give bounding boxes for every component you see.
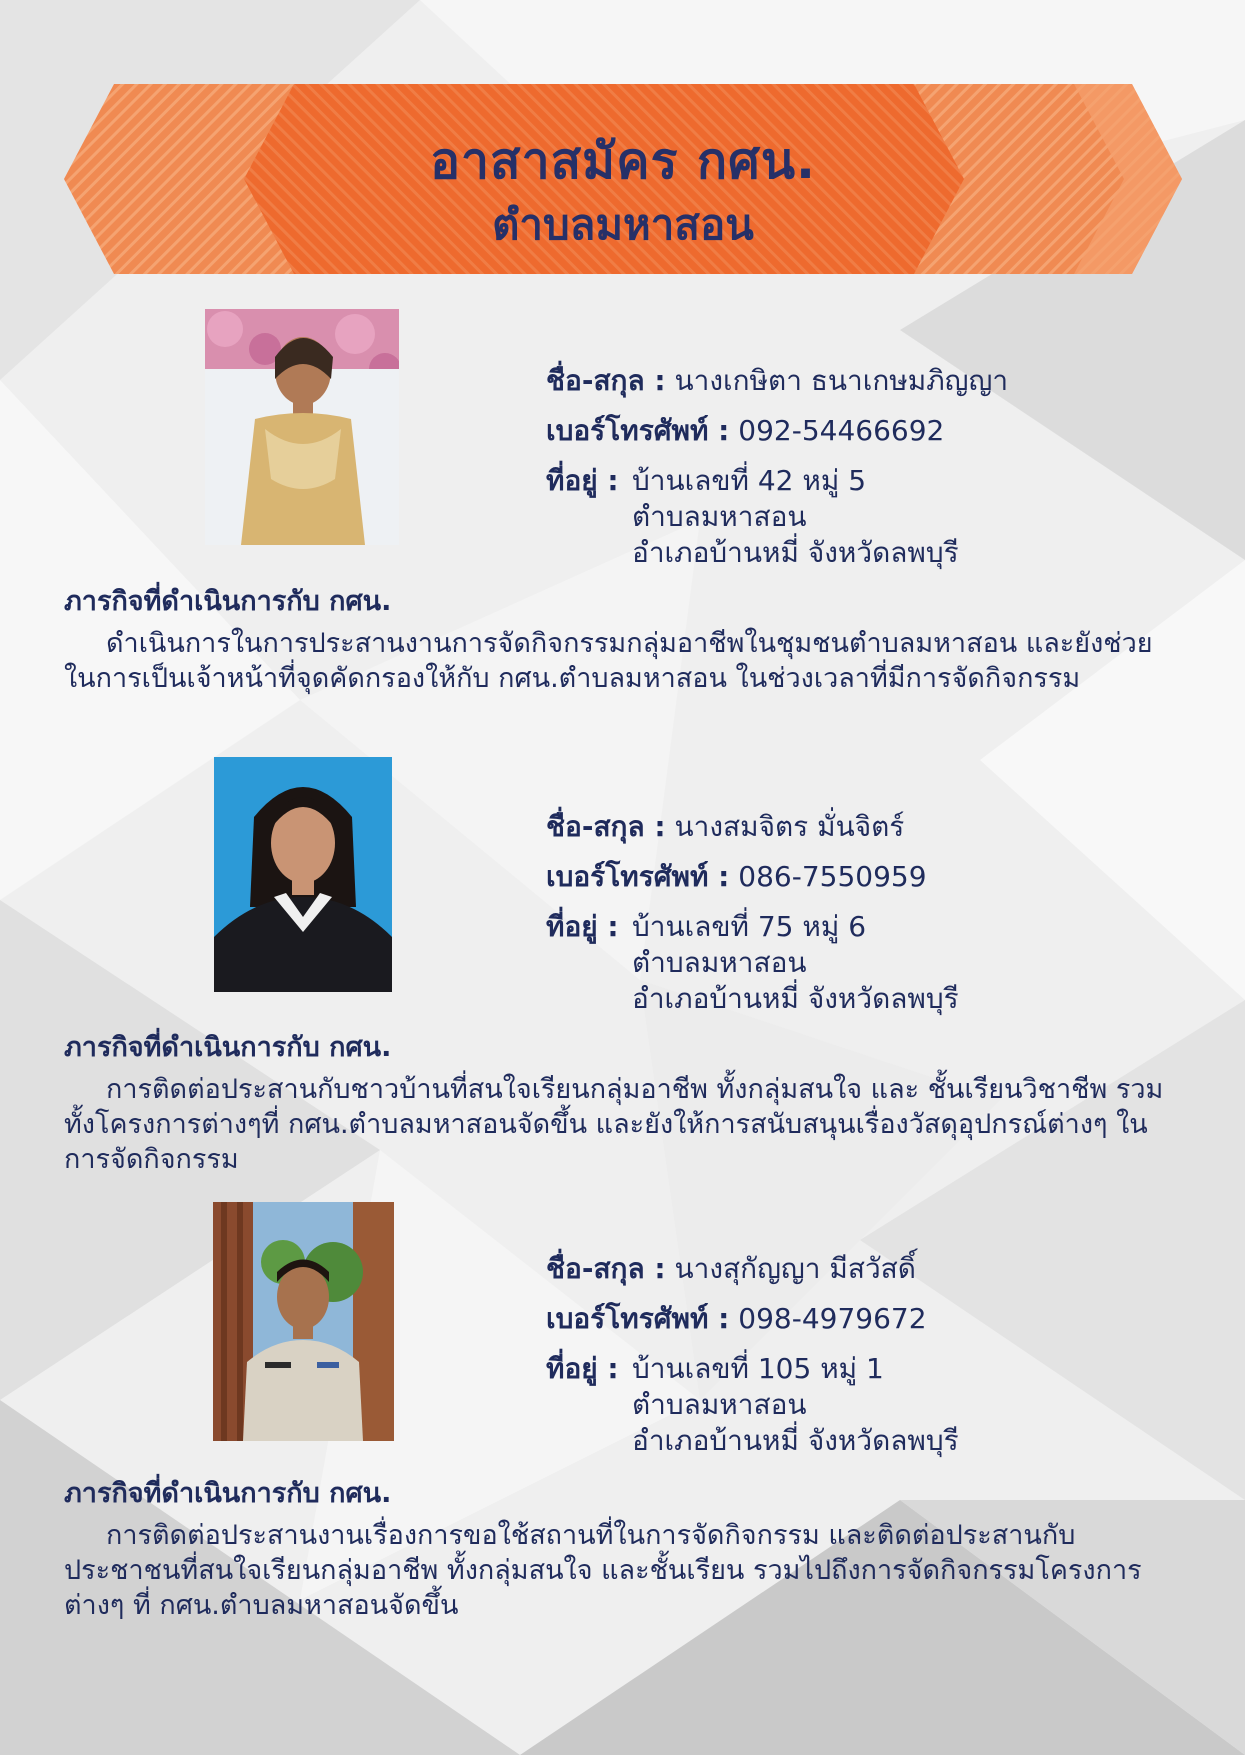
page-subtitle: ตำบลมหาสอน [492,200,754,249]
volunteer-3-mission-text: การติดต่อประสานงานเรื่องการขอใช้สถานที่ในการจัดกิจกรรม และติดต่อประสานกับประชาชนที่สนใจเรียนกลุ่มอาชีพ ทั้งกลุ่มสนใจ และชั้นเรียน รวมไปถึงการจัดกิจกรรมโครงการต่างๆ ที่ กศน.ตำบลมหาสอนจัดขึ้น [64,1520,1142,1621]
header-banner [64,84,1182,274]
volunteer-3-photo [213,1202,394,1441]
volunteer-1-phone-row [546,413,1008,463]
phone-label: เบอร์โทรศัพท์ : [546,1302,730,1335]
volunteer-2-info [546,809,959,1015]
phone-label: เบอร์โทรศัพท์ : [546,860,730,893]
mission-heading: ภารกิจที่ดำเนินการกับ กศน. [64,586,392,617]
volunteer-3-info [546,1251,959,1457]
volunteer-3-address-line-1: บ้านเลขที่ 105 หมู่ 1 [632,1352,884,1385]
name-label: ชื่อ-สกุล : [546,1252,666,1285]
volunteer-3-phone: 098-4979672 [738,1302,927,1335]
volunteer-3-address-line-3: อำเภอบ้านหมี่ จังหวัดลพบุรี [632,1424,959,1457]
volunteer-3-phone-row [546,1301,927,1351]
phone-label: เบอร์โทรศัพท์ : [546,414,730,447]
volunteer-1-address-line-2: ตำบลมหาสอน [632,500,807,533]
page-title: อาสาสมัคร กศน. [429,132,817,190]
volunteer-2-address-line-3: อำเภอบ้านหมี่ จังหวัดลพบุรี [632,982,959,1015]
name-label: ชื่อ-สกุล : [546,364,666,397]
volunteer-1-info [546,363,1009,569]
volunteer-2-name: นางสมจิตร มั่นจิตร์ [674,810,905,843]
volunteer-3-address-line-2: ตำบลมหาสอน [632,1388,807,1421]
volunteer-2-photo [214,757,392,992]
volunteer-1-mission [64,584,1184,696]
volunteer-1-photo [205,309,399,545]
name-label: ชื่อ-สกุล : [546,810,666,843]
volunteer-1-name: นางเกษิตา ธนาเกษมภิญญา [674,364,1009,397]
volunteer-2-address-line-2: ตำบลมหาสอน [632,946,807,979]
volunteer-1-mission-text: ดำเนินการในการประสานงานการจัดกิจกรรมกลุ่มอาชีพในชุมชนตำบลมหาสอน และยังช่วยในการเป็นเจ้าหน้าที่จุดคัดกรองให้กับ กศน.ตำบลมหาสอน ในช่วงเวลาที่มีการจัดกิจกรรม [64,628,1153,694]
volunteer-1-address-line-3: อำเภอบ้านหมี่ จังหวัดลพบุรี [632,536,959,569]
mission-heading: ภารกิจที่ดำเนินการกับ กศน. [64,1032,392,1063]
volunteer-3-name: นางสุกัญญา มีสวัสดิ์ [674,1252,916,1285]
volunteer-1-address-line-1: บ้านเลขที่ 42 หมู่ 5 [632,464,867,497]
volunteer-2-phone: 086-7550959 [738,860,927,893]
volunteer-2-mission [64,1030,1184,1177]
volunteer-2-name-row [546,809,927,859]
volunteer-3-mission [64,1476,1184,1623]
volunteer-2-mission-text: การติดต่อประสานกับชาวบ้านที่สนใจเรียนกลุ่มอาชีพ ทั้งกลุ่มสนใจ และ ชั้นเรียนวิชาชีพ รวมทั้งโครงการต่างๆที่ กศน.ตำบลมหาสอนจัดขึ้น และยังให้การสนับสนุนเรื่องวัสดุอุปกรณ์ต่างๆ ในการจัดกิจกรรม [64,1074,1164,1175]
volunteer-1-phone: 092-54466692 [738,414,945,447]
mission-heading: ภารกิจที่ดำเนินการกับ กศน. [64,1478,392,1509]
volunteer-2-address-line-1: บ้านเลขที่ 75 หมู่ 6 [632,910,867,943]
volunteer-2-phone-row [546,859,927,909]
volunteer-1-name-row [546,363,1008,413]
address-label: ที่อยู่ : [546,464,619,497]
volunteer-3-name-row [546,1251,927,1301]
address-label: ที่อยู่ : [546,910,619,943]
address-label: ที่อยู่ : [546,1352,619,1385]
